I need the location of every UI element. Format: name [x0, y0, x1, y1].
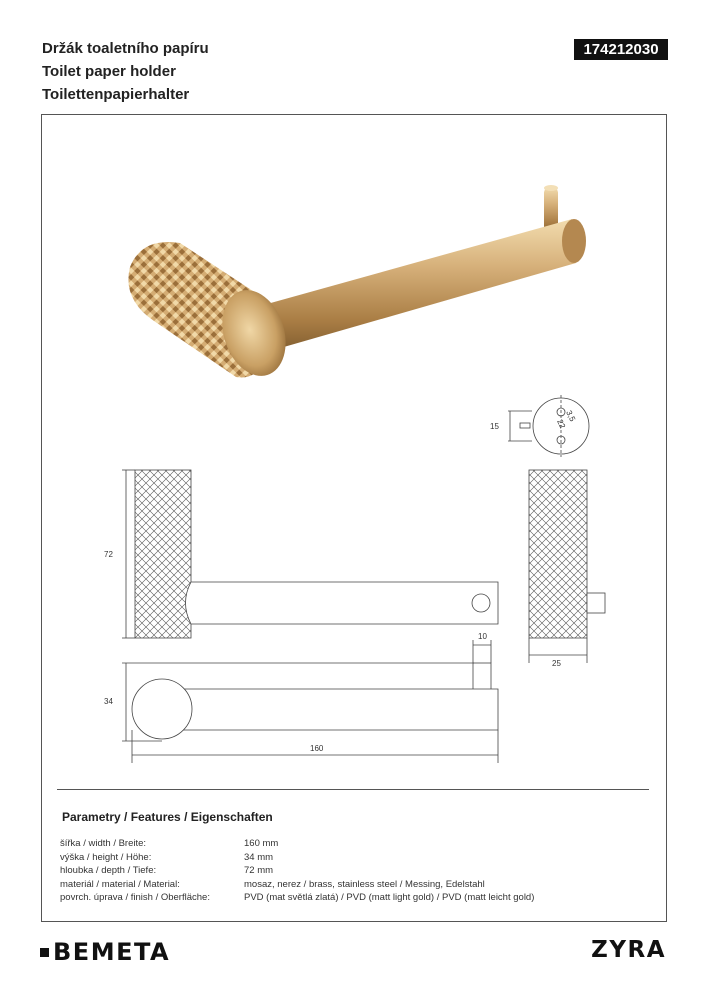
spec-label-depth: hloubka / depth / Tiefe:	[60, 865, 157, 876]
spec-value-height: 34 mm	[244, 851, 274, 863]
table-row	[60, 879, 534, 893]
dim-screw-b: 22	[555, 418, 568, 430]
features-heading: Parametry / Features / Eigenschaften	[62, 810, 273, 824]
spec-value-finish: PVD (mat světlá zlatá) / PVD (matt light gold) / PVD (matt leicht gold)	[244, 892, 535, 903]
spec-label-material: materiál / material / Material:	[60, 878, 180, 890]
table-row	[60, 865, 534, 879]
brand-square-icon	[40, 948, 49, 957]
table-row	[60, 852, 534, 866]
spec-label-finish: povrch. úprava / finish / Oberfläche:	[60, 892, 210, 903]
photo-rod	[242, 219, 576, 355]
table-row	[60, 892, 534, 906]
side-view-knurled-base	[135, 470, 191, 638]
dim-hole-diameter: 15	[490, 422, 499, 431]
product-code: 174212030	[574, 39, 668, 60]
dim-depth: 25	[552, 659, 561, 668]
front-view-rod	[162, 689, 498, 730]
technical-drawing	[42, 115, 666, 795]
top-view	[508, 395, 589, 457]
spec-value-depth: 72 mm	[244, 865, 274, 876]
title-english: Toilet paper holder	[42, 63, 176, 80]
features-table	[60, 838, 534, 906]
spec-value-width: 160 mm	[244, 838, 279, 849]
dim-screw-a: 3,5	[564, 409, 578, 423]
features-divider	[57, 789, 649, 790]
dim-front-height: 34	[104, 697, 113, 706]
title-czech: Držák toaletního papíru	[42, 40, 209, 57]
table-row	[60, 838, 534, 852]
title-german: Toilettenpapierhalter	[42, 86, 190, 103]
end-view-pin	[587, 593, 605, 613]
front-view-cap	[132, 679, 192, 739]
brand-logo	[40, 938, 170, 966]
product-photo	[128, 185, 586, 384]
dim-side-height: 72	[104, 550, 113, 559]
side-view-rod	[186, 582, 499, 624]
spec-label-height: výška / height / Höhe:	[60, 851, 152, 863]
spec-value-material: mosaz, nerez / brass, stainless steel / Messing, Edelstahl	[244, 878, 485, 890]
brand-name: BEMETA	[53, 938, 171, 966]
end-view-knurled-base	[529, 470, 587, 638]
series-name: ZYRA	[591, 937, 666, 963]
dim-length: 160	[310, 744, 324, 753]
side-view	[122, 470, 498, 638]
dim-pin: 10	[478, 632, 487, 641]
end-view	[529, 470, 605, 663]
spec-label-width: šířka / width / Breite:	[60, 838, 147, 849]
side-view-hole	[472, 594, 490, 612]
